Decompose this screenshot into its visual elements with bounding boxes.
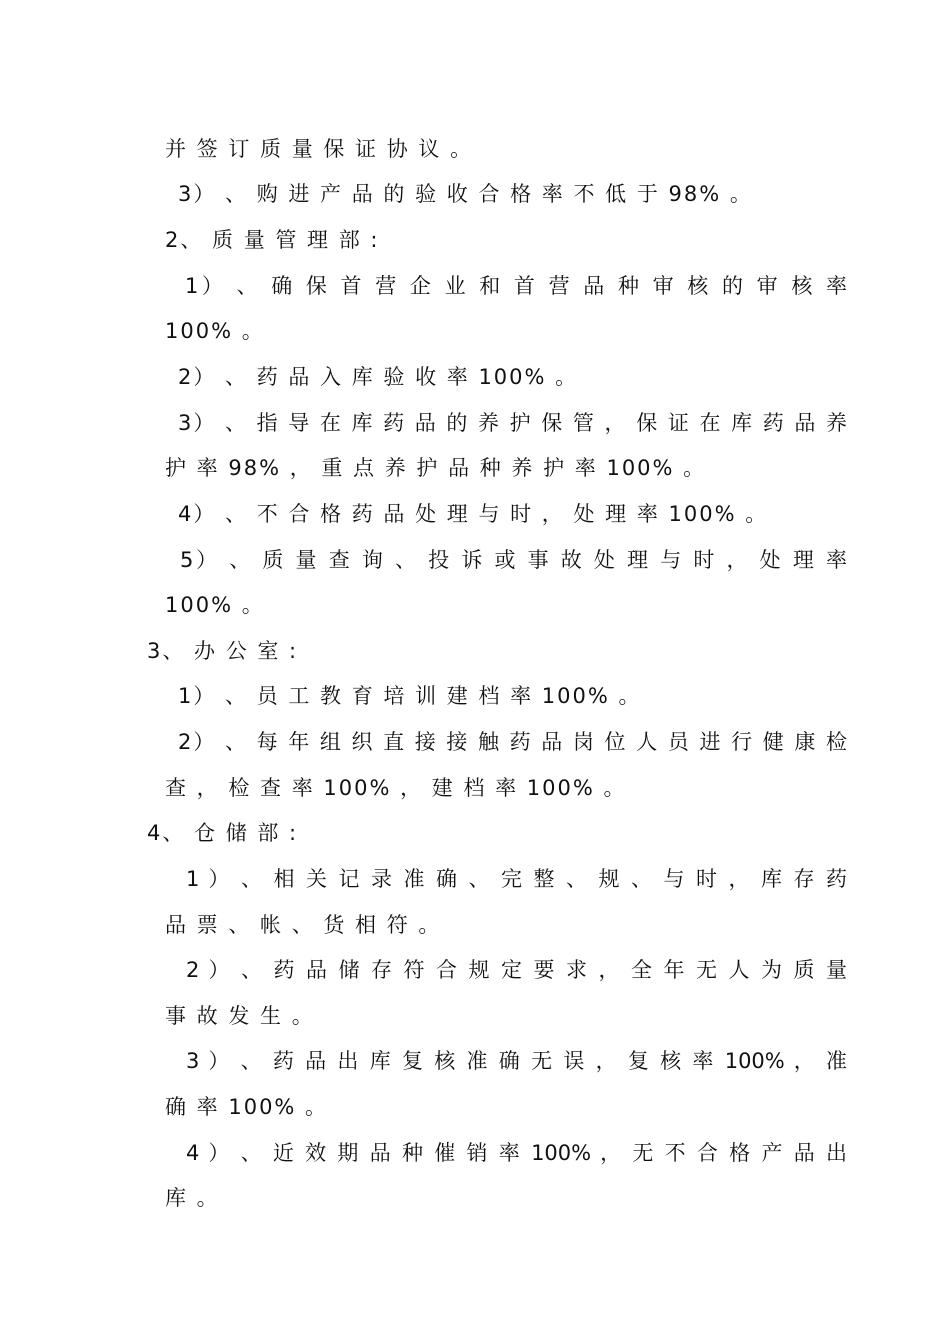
text-line: 3） 、 购 进 产 品 的 验 收 合 格 率 不 低 于 98% 。 — [178, 182, 753, 206]
text-line: 3 ） 、 药 品 出 库 复 核 准 确 无 误 ， 复 核 率 100% ， 准 — [186, 1049, 847, 1073]
text-line: 1） 、 员 工 教 育 培 训 建 档 率 100% 。 — [178, 684, 642, 708]
text-line: 库 。 — [165, 1186, 220, 1210]
text-line: 事 故 发 生 。 — [165, 1004, 315, 1028]
text-line: 100% 。 — [165, 593, 265, 617]
text-line: 查 ， 检 查 率 100% ， 建 档 率 100% 。 — [165, 776, 627, 800]
text-line: 100% 。 — [165, 319, 265, 343]
text-line: 确 率 100% 。 — [165, 1095, 329, 1119]
text-line: 1 ） 、 相 关 记 录 准 确 、 完 整 、 规 、 与 时 ， 库 存 药 — [186, 867, 847, 891]
text-line: 2） 、 每 年 组 织 直 接 接 触 药 品 岗 位 人 员 进 行 健 康 检 — [178, 730, 847, 754]
text-line: 护 率 98% ， 重 点 养 护 品 种 养 护 率 100% 。 — [165, 456, 707, 480]
text-line: 4） 、 不 合 格 药 品 处 理 与 时 ， 处 理 率 100% 。 — [178, 502, 769, 526]
text-line: 4 ） 、 近 效 期 品 种 催 销 率 100% ， 无 不 合 格 产 品 出 — [186, 1141, 847, 1165]
section-heading: 2、 质 量 管 理 部 : — [165, 228, 380, 252]
section-heading: 3、 办 公 室 : — [147, 639, 299, 663]
section-heading: 4、 仓 储 部 : — [147, 821, 299, 845]
text-line: 1） 、 确 保 首 营 企 业 和 首 营 品 种 审 核 的 审 核 率 — [185, 274, 847, 298]
text-line: 2 ） 、 药 品 储 存 符 合 规 定 要 求 ， 全 年 无 人 为 质 量 — [186, 958, 847, 982]
text-line: 3） 、 指 导 在 库 药 品 的 养 护 保 管 ， 保 证 在 库 药 品 养 — [178, 411, 847, 435]
text-line: 并 签 订 质 量 保 证 协 议 。 — [165, 137, 474, 161]
text-line: 5） 、 质 量 查 询 、 投 诉 或 事 故 处 理 与 时 ， 处 理 率 — [180, 548, 847, 572]
text-line: 品 票 、 帐 、 货 相 符 。 — [165, 913, 442, 937]
text-line: 2） 、 药 品 入 库 验 收 率 100% 。 — [178, 365, 579, 389]
